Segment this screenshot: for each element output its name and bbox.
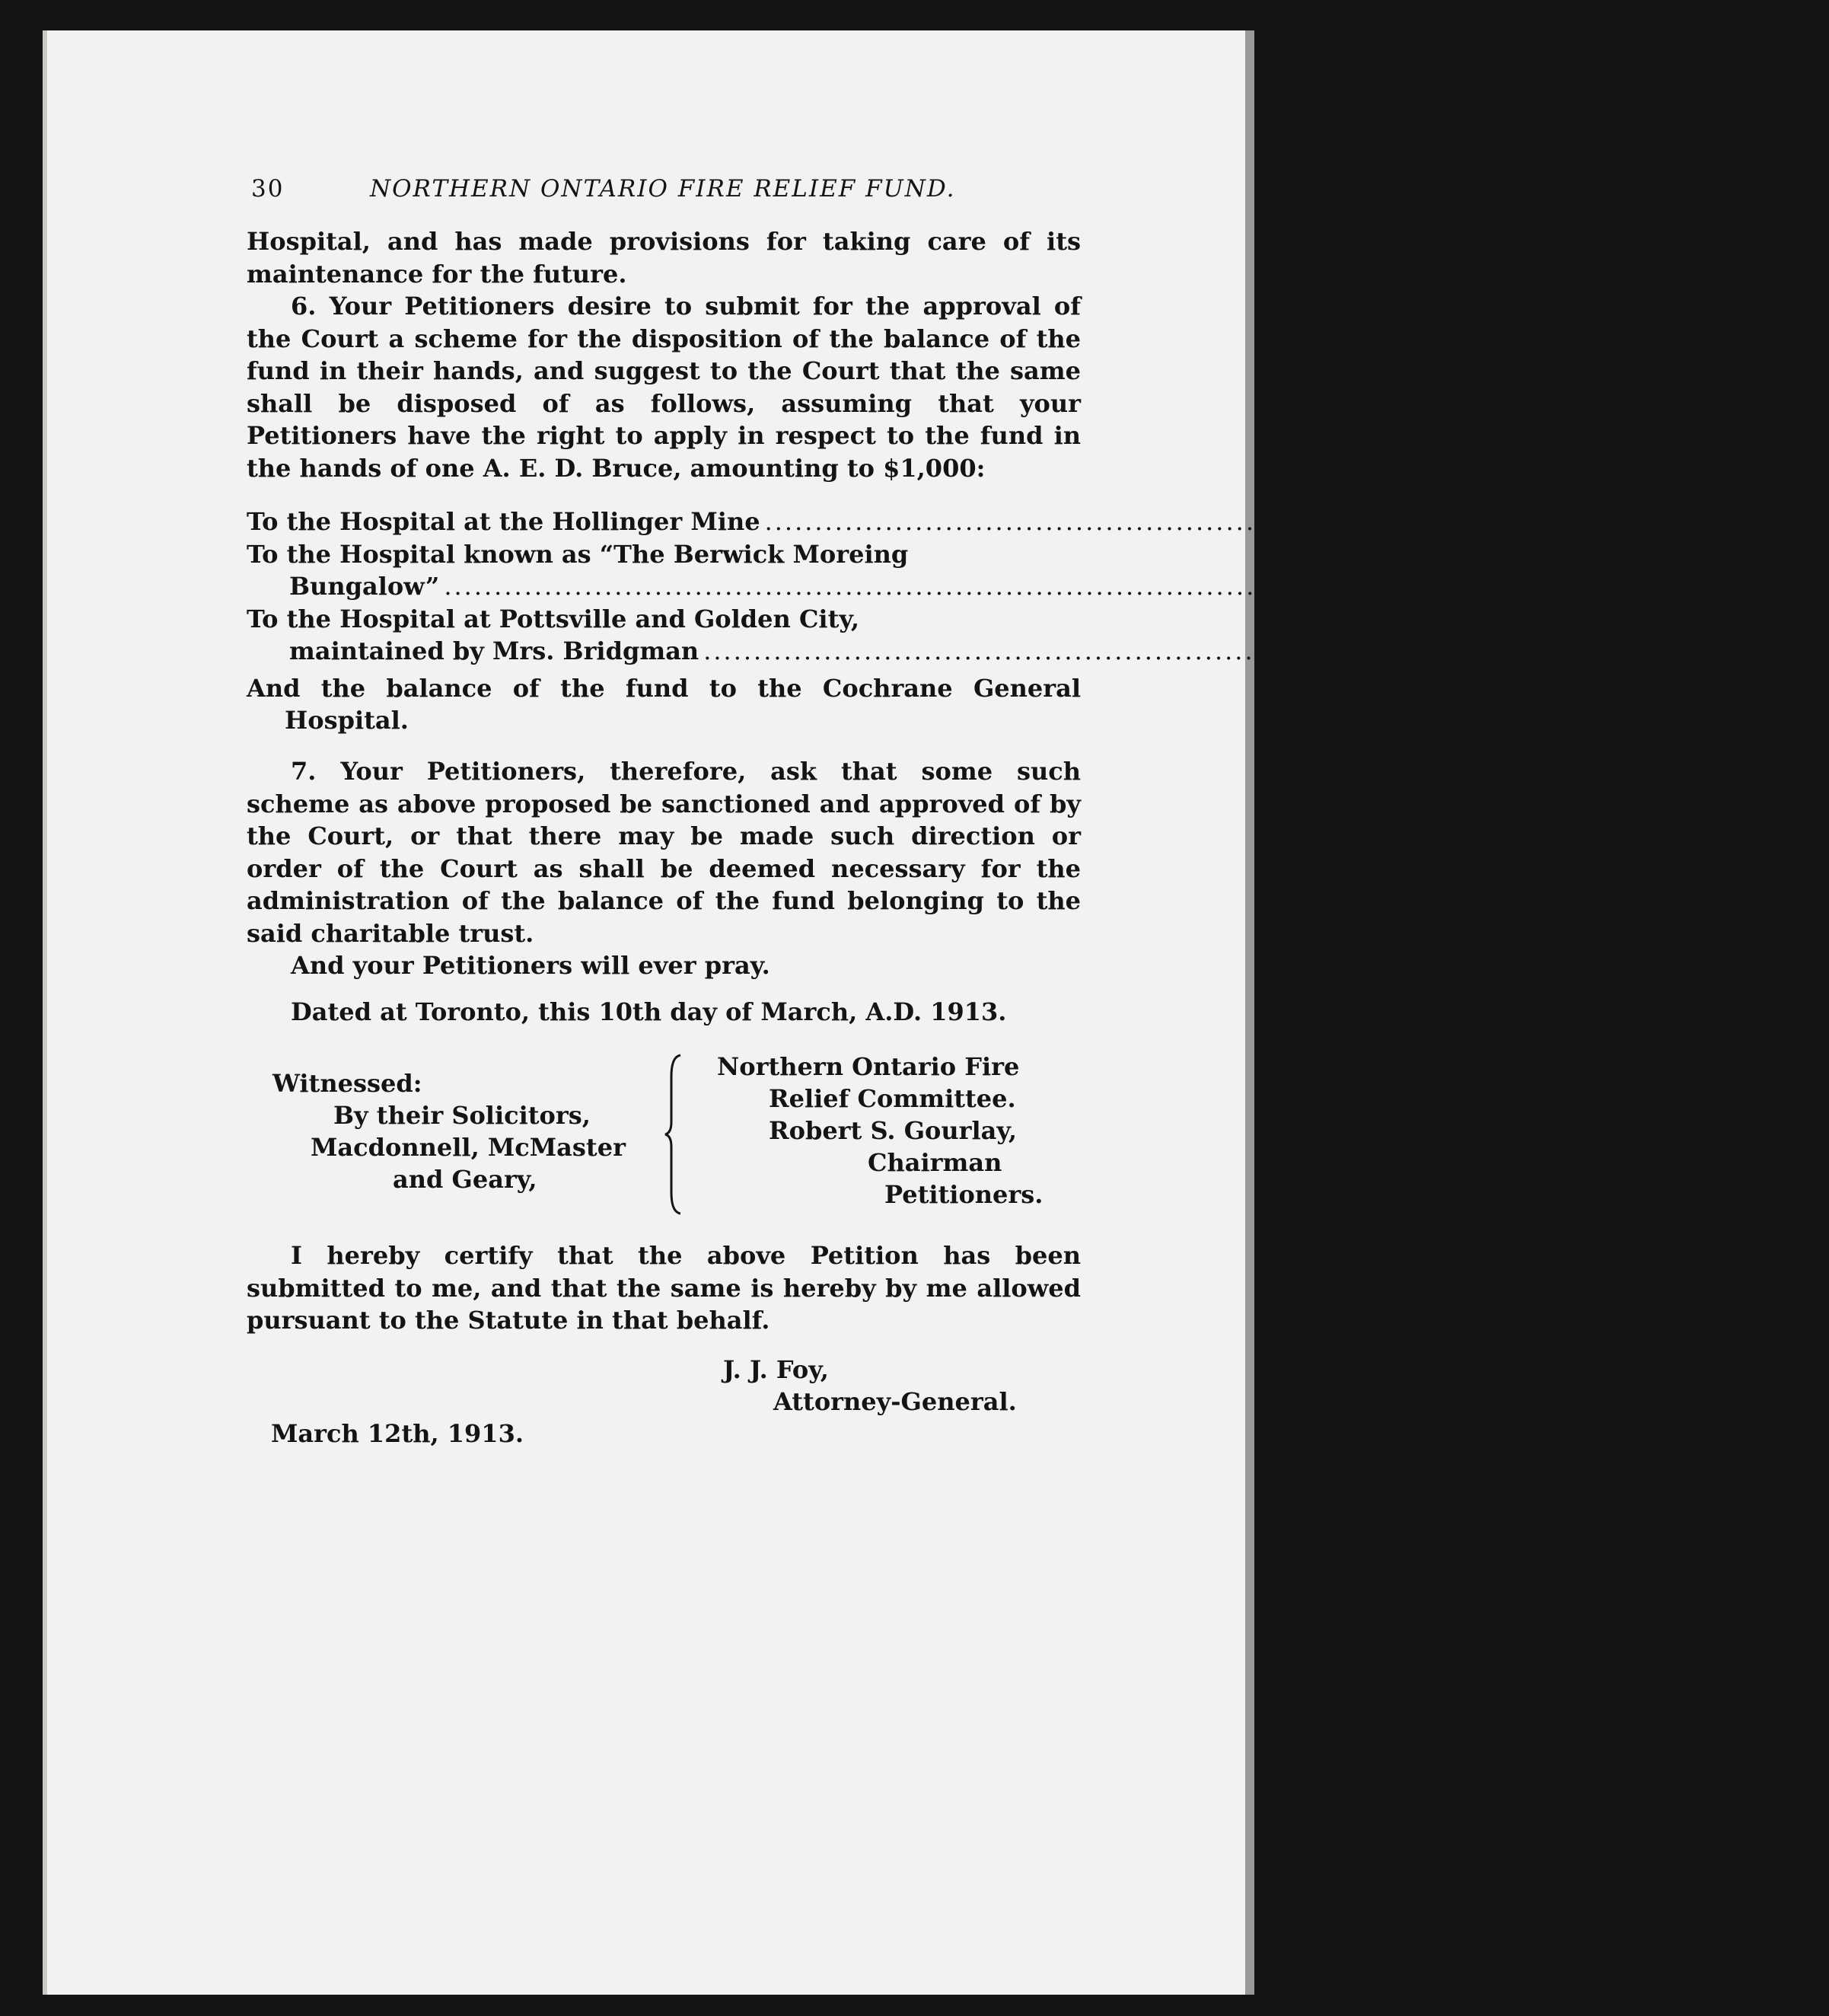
leader-dots: .................................................................................................... [703, 636, 1706, 665]
petitioners-line: Robert S. Gourlay, [769, 1116, 1018, 1145]
allocation-row-cont [247, 635, 1829, 668]
body-bottom [247, 755, 1081, 1028]
continuation-line: maintenance for the future. [247, 259, 627, 289]
prayer-line: And your Petitioners will ever pray. [291, 951, 770, 980]
witness-line: Macdonnell, McMaster [311, 1133, 626, 1162]
allocation-label-cont: Bungalow” [289, 572, 440, 601]
page-edge [1245, 30, 1254, 1995]
paragraph-6: 6. Your Petitioners desire to submit for the approval of the Court a scheme for the disposition of the balance of the fund in their hands, and suggest to the Court that the same shall be disposed of as follows, assuming that your Petitioners have the right to apply in respect to the fund in the hands of one A. E. D. Bruce, amounting to $1,000: [247, 292, 1081, 483]
allocation-label: To the Hospital known as “The Berwick Moreing [247, 539, 909, 569]
leader-dots: .................................................................................................... [444, 572, 1447, 601]
witness-line: and Geary, [393, 1165, 537, 1194]
continuation-line: Hospital, and has made provisions for taking care of its [247, 227, 1081, 256]
paragraph-7: 7. Your Petitioners, therefore, ask that some such scheme as above proposed be sanctioned and approved of by the Court, or that there may be made such direction or order of the Court as shall be deemed necessary for the administration of the balance of the fund belonging to the said charitable trust. [247, 757, 1081, 948]
balance-line: And the balance of the fund to the Cochrane General [247, 673, 1081, 703]
petitioners-line: Petitioners. [884, 1180, 1044, 1209]
allocation-row-cont [247, 570, 1570, 603]
witness-block [272, 1051, 668, 1195]
allocation-amount: 2,500.00 [1710, 636, 1829, 665]
leader-dots: ........................................................................ [764, 507, 1486, 536]
dated-line: Dated at Toronto, this 10th day of March, A.D. 1913. [291, 997, 1007, 1026]
allocation-amount: $1,000.00 [1490, 507, 1627, 536]
witness-label: Witnessed: [272, 1069, 422, 1098]
allocation-row [247, 538, 1081, 571]
allocation-amount: 1,500.00 [1451, 572, 1570, 601]
petitioners-line: Relief Committee. [769, 1084, 1016, 1113]
petitioners-line: Northern Ontario Fire [717, 1052, 1020, 1081]
running-header [251, 175, 1012, 206]
curly-brace [662, 1054, 685, 1215]
allocation-label-cont: maintained by Mrs. Bridgman [289, 636, 699, 665]
petitioners-block [685, 1051, 1081, 1211]
certificate-date: March 12th, 1913. [271, 1419, 524, 1448]
petitioners-line: Chairman [868, 1148, 1002, 1177]
allocation-label: To the Hospital at Pottsville and Golden City, [247, 604, 860, 633]
certificate-text: I hereby certify that the above Petition has been submitted to me, and that the same is hereby by me allowed pursuant to the Statute in that behalf. [247, 1241, 1081, 1335]
witness-line: By their Solicitors, [333, 1101, 591, 1130]
allocation-row [247, 506, 1627, 538]
page-number: 30 [251, 175, 285, 203]
signer-name: J. J. Foy, [723, 1355, 829, 1384]
running-title: NORTHERN ONTARIO FIRE RELIEF FUND. [370, 175, 956, 203]
balance-line-cont: Hospital. [285, 706, 409, 735]
signer-office: Attorney-General. [773, 1387, 1017, 1416]
signature-block [723, 1354, 1017, 1418]
allocation-row [247, 603, 1081, 636]
allocation-label: To the Hospital at the Hollinger Mine [247, 507, 760, 536]
allocation-list [247, 506, 1829, 737]
certificate-block [247, 1239, 1081, 1337]
body-top [247, 225, 1081, 484]
